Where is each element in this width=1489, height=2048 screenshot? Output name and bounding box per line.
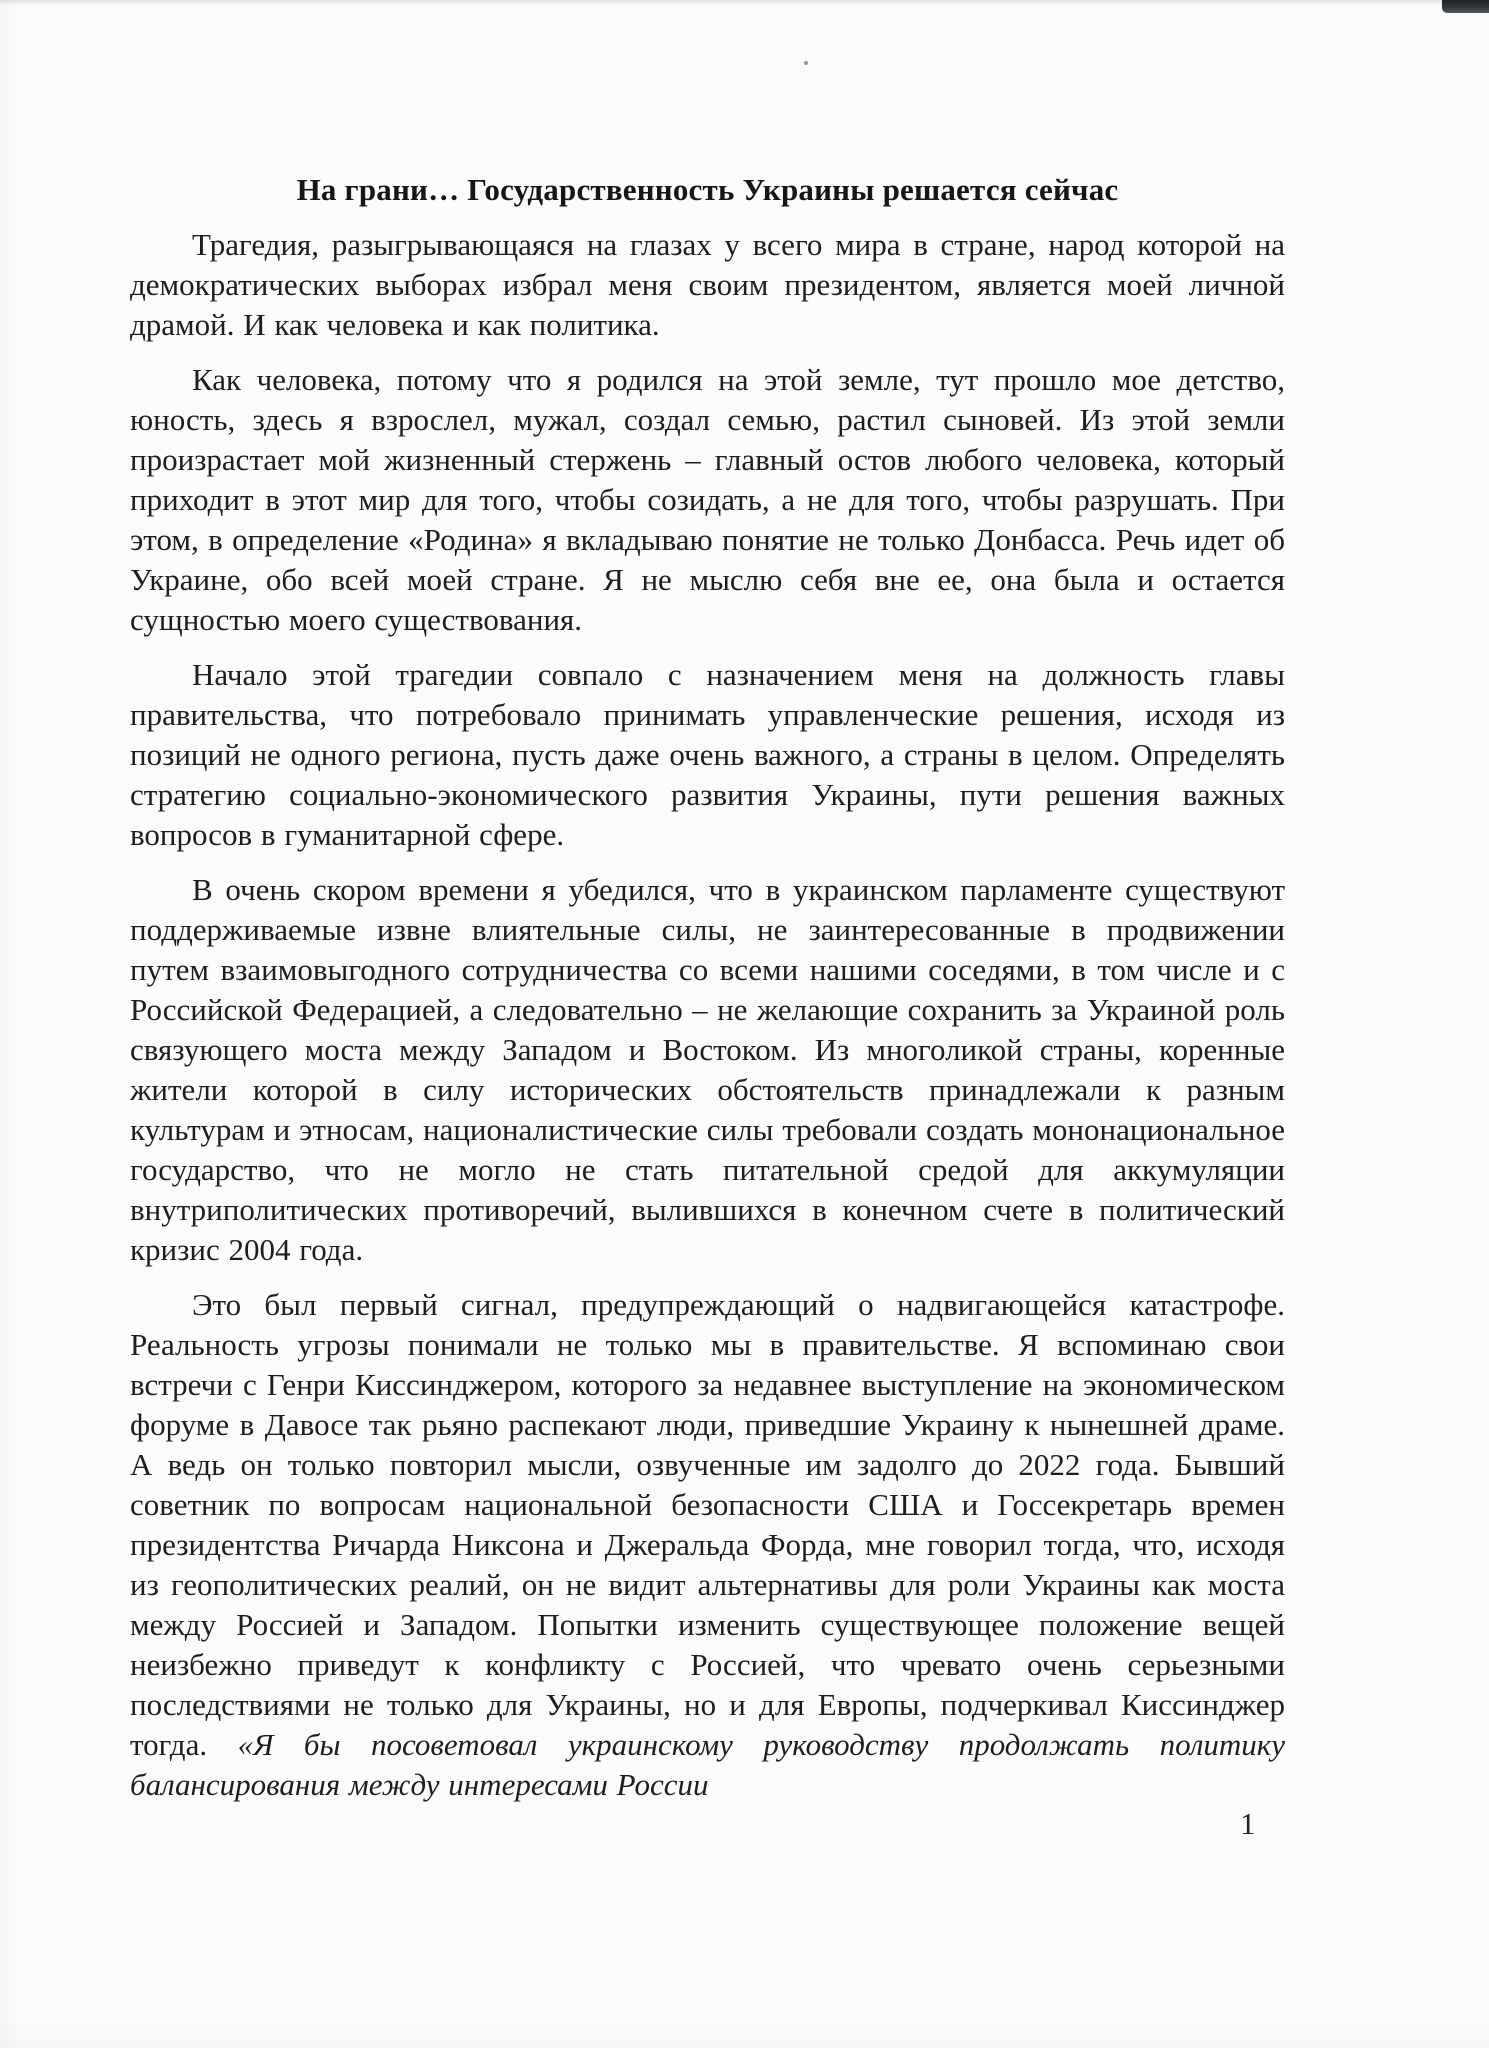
paragraph-5-text: Это был первый сигнал, предупреждающий о надвигающейся катастрофе. Реальность угрозы понимали не только мы в правительстве. Я вспоминаю свои встречи с Генри Киссинджером, которого за недавнее выступление на экономическом форуме в Давосе так рьяно распекают люди, приведшие Украину к нынешней драме. А ведь он только повторил мысли, озвученные им задолго до 2022 года. Бывший советник по вопросам национальной безопасности США и Госсекретарь времен президентства Ричарда Никсона и Джеральда Форда, мне говорил тогда, что, исходя из геополитических реалий, он не видит альтернативы для роли Украины как моста между Россией и Западом. Попытки изменить существующее положение вещей неизбежно приведут к конфликту с Россией, что чревато очень серьезными последствиями не только для Украины, но и для Европы, подчеркивал Киссинджер тогда. <box>130 1287 1285 1762</box>
kissinger-quote-italic: «Я бы посоветовал украинскому руководству продолжать политику балансирования между интересами России <box>130 1727 1286 1802</box>
paragraph-5 <box>130 1285 1285 1805</box>
text-column <box>130 170 1285 1805</box>
scan-corner-artifact <box>1442 0 1489 13</box>
scan-speck-artifact <box>804 61 808 65</box>
paragraph-3: Начало этой трагедии совпало с назначением меня на должность главы правительства, что потребовало принимать управленческие решения, исходя из позиций не одного региона, пусть даже очень важного, а страны в целом. Определять стратегию социально-экономического развития Украины, пути решения важных вопросов в гуманитарной сфере. <box>130 657 1285 852</box>
paragraph-4: В очень скором времени я убедился, что в украинском парламенте существуют поддерживаемые извне влиятельные силы, не заинтересованные в продвижении путем взаимовыгодного сотрудничества со всеми нашими соседями, в том числе и с Российской Федерацией, а следовательно – не желающие сохранить за Украиной роль связующего моста между Западом и Востоком. Из многоликой страны, коренные жители которой в силу исторических обстоятельств принадлежали к разным культурам и этносам, националистические силы требовали создать мононациональное государство, что не могло не стать питательной средой для аккумуляции внутриполитических противоречий, вылившихся в конечном счете в политический кризис 2004 года. <box>130 872 1285 1267</box>
page-number: 1 <box>1240 1806 1256 1841</box>
paragraph-1: Трагедия, разыгрывающаяся на глазах у всего мира в стране, народ которой на демократических выборах избрал меня своим президентом, является моей личной драмой. И как человека и как политика. <box>130 227 1285 342</box>
document-title: На грани… Государственность Украины решается сейчас <box>296 172 1119 207</box>
paragraph-2: Как человека, потому что я родился на этой земле, тут прошло мое детство, юность, здесь я взрослел, мужал, создал семью, растил сыновей. Из этой земли произрастает мой жизненный стержень – главный остов любого человека, который приходит в этот мир для того, чтобы созидать, а не для того, чтобы разрушать. При этом, в определение «Родина» я вкладываю понятие не только Донбасса. Речь идет об Украине, обо всей моей стране. Я не мыслю себя вне ее, она была и остается сущностью моего существования. <box>130 362 1285 637</box>
